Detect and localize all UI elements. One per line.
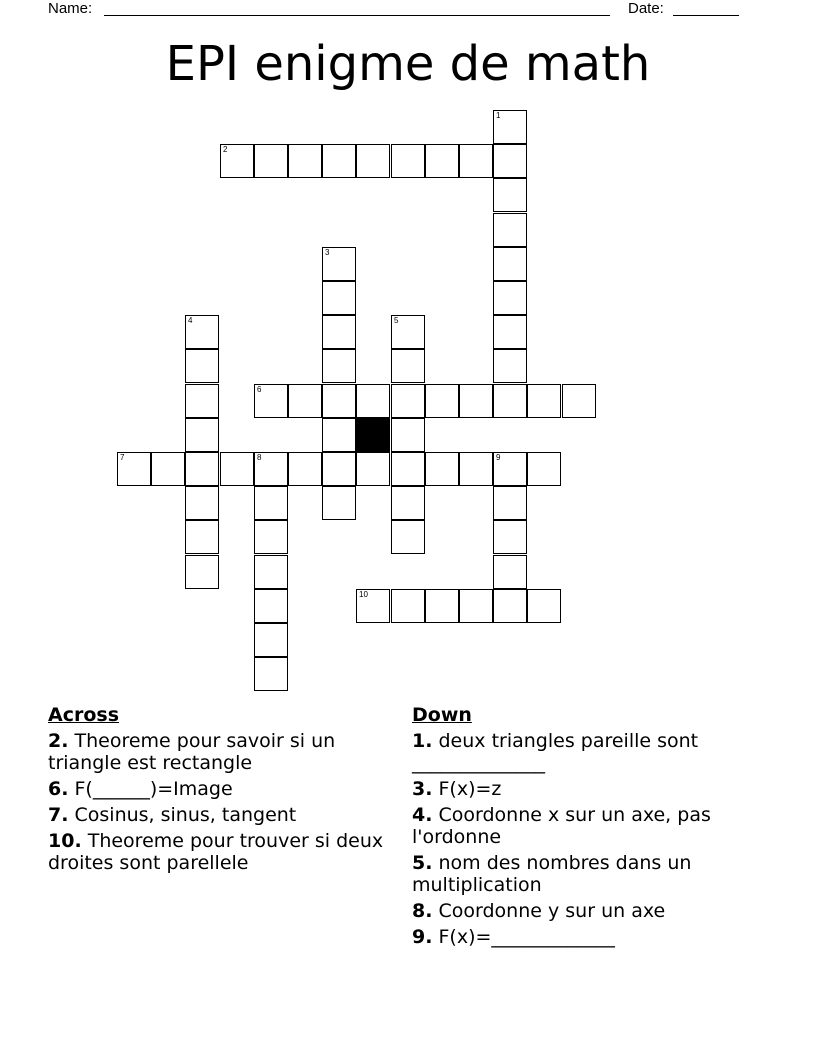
clue-across-7: 7. Cosinus, sinus, tangent — [48, 804, 297, 826]
across-heading: Across — [48, 704, 120, 726]
clue-number: 2 — [223, 145, 228, 154]
grid-cell[interactable] — [493, 315, 527, 349]
page-title: EPI enigme de math — [165, 36, 651, 92]
clue-across-10: 10. Theoreme pour trouver si deux droites sont parellele — [48, 830, 384, 874]
grid-cell[interactable] — [185, 384, 219, 418]
grid-cell[interactable] — [322, 452, 356, 486]
grid-cell[interactable] — [425, 144, 459, 178]
grid-cell[interactable] — [425, 452, 459, 486]
clue-number: 6 — [257, 385, 262, 394]
grid-cell[interactable] — [220, 144, 254, 178]
grid-cell[interactable] — [425, 589, 459, 623]
grid-cell[interactable] — [527, 452, 561, 486]
grid-cell[interactable] — [391, 589, 425, 623]
grid-cell[interactable] — [254, 657, 288, 691]
grid-cell[interactable] — [254, 384, 288, 418]
grid-cell[interactable] — [322, 418, 356, 452]
clue-down-3: 3. F(x)=z — [412, 778, 502, 800]
clue-number: 3 — [325, 248, 330, 257]
clue-down-5: 5. nom des nombres dans un multiplication — [412, 852, 692, 896]
grid-cell[interactable] — [322, 384, 356, 418]
grid-cell[interactable] — [493, 247, 527, 281]
grid-cell[interactable] — [254, 452, 288, 486]
grid-cell[interactable] — [391, 384, 425, 418]
grid-cell[interactable] — [391, 452, 425, 486]
grid-cell[interactable] — [322, 486, 356, 520]
grid-cell[interactable] — [459, 589, 493, 623]
grid-cell[interactable] — [493, 144, 527, 178]
grid-cell[interactable] — [425, 384, 459, 418]
grid-cell[interactable] — [493, 178, 527, 212]
grid-cell[interactable] — [288, 144, 322, 178]
grid-cell[interactable] — [391, 418, 425, 452]
name-label: Name: — [48, 0, 93, 17]
grid-cell[interactable] — [356, 144, 390, 178]
grid-cell[interactable] — [493, 589, 527, 623]
grid-cell[interactable] — [493, 384, 527, 418]
across-clues — [48, 704, 388, 878]
grid-cell[interactable] — [254, 520, 288, 554]
clue-number: 9 — [496, 453, 501, 462]
grid-cell[interactable] — [459, 144, 493, 178]
grid-cell[interactable] — [254, 623, 288, 657]
clue-down-1: 1. deux triangles pareille sont ______________ — [412, 730, 699, 774]
grid-cell[interactable] — [185, 555, 219, 589]
grid-cell[interactable] — [185, 315, 219, 349]
clue-across-6: 6. F(______)=Image — [48, 778, 233, 800]
grid-cell[interactable] — [288, 452, 322, 486]
grid-cell[interactable] — [562, 384, 596, 418]
grid-cell[interactable] — [151, 452, 185, 486]
grid-cell[interactable] — [254, 486, 288, 520]
black-square — [356, 418, 390, 452]
grid-cell[interactable] — [185, 520, 219, 554]
clue-across-2: 2. Theoreme pour savoir si un triangle est rectangle — [48, 730, 336, 774]
grid-cell[interactable] — [493, 555, 527, 589]
grid-cell[interactable] — [322, 144, 356, 178]
grid-cell[interactable] — [459, 452, 493, 486]
clue-number: 10 — [359, 590, 368, 599]
grid-cell[interactable] — [493, 213, 527, 247]
grid-cell[interactable] — [254, 144, 288, 178]
clue-down-9: 9. F(x)=_____________ — [412, 926, 615, 948]
grid-cell[interactable] — [322, 315, 356, 349]
grid-cell[interactable] — [391, 315, 425, 349]
grid-cell[interactable] — [527, 589, 561, 623]
grid-cell[interactable] — [117, 452, 151, 486]
down-heading: Down — [412, 704, 472, 726]
clue-number: 4 — [188, 316, 193, 325]
grid-cell[interactable] — [493, 281, 527, 315]
clue-number: 7 — [120, 453, 125, 462]
grid-cell[interactable] — [185, 486, 219, 520]
clue-down-4: 4. Coordonne x sur un axe, pas l'ordonne — [412, 804, 711, 848]
grid-cell[interactable] — [322, 349, 356, 383]
grid-cell[interactable] — [322, 247, 356, 281]
grid-cell[interactable] — [493, 110, 527, 144]
down-clues — [412, 704, 752, 952]
grid-cell[interactable] — [185, 452, 219, 486]
grid-cell[interactable] — [254, 555, 288, 589]
grid-cell[interactable] — [356, 589, 390, 623]
clue-number: 8 — [257, 453, 262, 462]
grid-cell[interactable] — [356, 452, 390, 486]
clue-down-8: 8. Coordonne y sur un axe — [412, 900, 666, 922]
grid-cell[interactable] — [356, 384, 390, 418]
grid-cell[interactable] — [185, 349, 219, 383]
grid-cell[interactable] — [493, 520, 527, 554]
grid-cell[interactable] — [254, 589, 288, 623]
grid-cell[interactable] — [391, 144, 425, 178]
grid-cell[interactable] — [459, 384, 493, 418]
grid-cell[interactable] — [391, 349, 425, 383]
grid-cell[interactable] — [493, 452, 527, 486]
grid-cell[interactable] — [527, 384, 561, 418]
grid-cell[interactable] — [391, 486, 425, 520]
clue-number: 5 — [394, 316, 399, 325]
grid-cell[interactable] — [493, 486, 527, 520]
date-label: Date: — [628, 0, 664, 17]
grid-cell[interactable] — [391, 520, 425, 554]
grid-cell[interactable] — [322, 281, 356, 315]
grid-cell[interactable] — [220, 452, 254, 486]
grid-cell[interactable] — [185, 418, 219, 452]
clue-number: 1 — [496, 111, 501, 120]
grid-cell[interactable] — [493, 349, 527, 383]
grid-cell[interactable] — [288, 384, 322, 418]
